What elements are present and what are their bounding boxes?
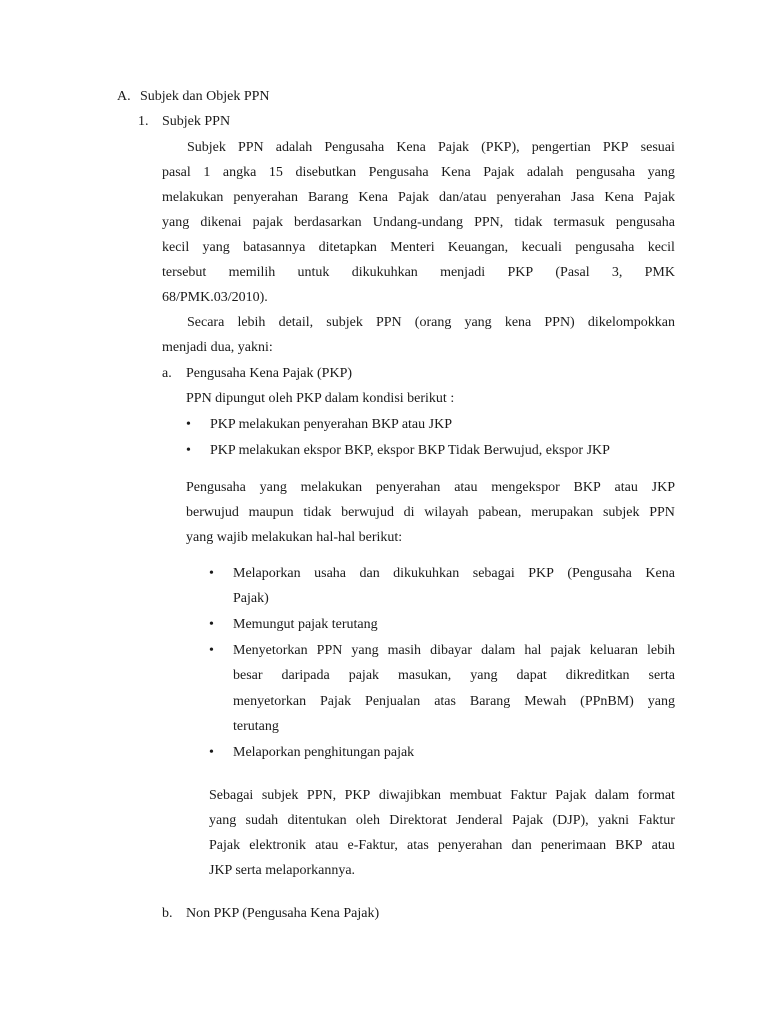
bullet-item: • Menyetorkan PPN yang masih dibayar dalam hal pajak keluaran lebih: [233, 642, 675, 660]
paragraph-line: yang wajib melakukan hal-hal berikut:: [186, 530, 403, 545]
paragraph-line: pasal 1 angka 15 disebutkan Pengusaha Kena Pajak adalah pengusaha yang: [162, 165, 675, 180]
paragraph-line: yang dikenai pajak berdasarkan Undang-undang PPN, tidak termasuk pengusaha: [162, 215, 675, 230]
paragraph-line: Pengusaha yang melakukan penyerahan atau mengekspor BKP atau JKP: [186, 480, 675, 495]
paragraph-line: Secara lebih detail, subjek PPN (orang yang kena PPN) dikelompokkan: [187, 315, 675, 330]
bullet-continuation: terutang: [233, 719, 279, 734]
bullet-item: • PKP melakukan penyerahan BKP atau JKP: [210, 416, 452, 434]
paragraph-line: 68/PMK.03/2010).: [162, 290, 268, 305]
section-marker: A.: [117, 89, 131, 104]
bullet-continuation: besar daripada pajak masukan, yang dapat dikreditkan serta: [233, 668, 675, 683]
item-heading: Subjek PPN: [162, 114, 231, 129]
item-marker: 1.: [138, 114, 149, 129]
paragraph-line: menjadi dua, yakni:: [162, 340, 273, 355]
paragraph-line: tersebut memilih untuk dikukuhkan menjadi PKP (Pasal 3, PMK: [162, 265, 675, 280]
subitem-heading: Pengusaha Kena Pajak (PKP): [186, 366, 353, 381]
bullet-continuation: menyetorkan Pajak Penjualan atas Barang Mewah (PPnBM) yang: [233, 694, 675, 709]
bullet-item: • Melaporkan penghitungan pajak: [233, 744, 414, 762]
paragraph-line: melakukan penyerahan Barang Kena Pajak dan/atau penyerahan Jasa Kena Pajak: [162, 190, 675, 205]
subitem-intro: PPN dipungut oleh PKP dalam kondisi berikut :: [186, 391, 455, 406]
paragraph-line: Subjek PPN adalah Pengusaha Kena Pajak (PKP), pengertian PKP sesuai: [187, 140, 675, 155]
subitem-heading: Non PKP (Pengusaha Kena Pajak): [186, 906, 380, 921]
subitem-marker: a.: [162, 366, 172, 381]
section-heading: Subjek dan Objek PPN: [140, 89, 270, 104]
paragraph-line: berwujud maupun tidak berwujud di wilayah pabean, merupakan subjek PPN: [186, 505, 675, 520]
subitem-marker: b.: [162, 906, 173, 921]
bullet-item: • PKP melakukan ekspor BKP, ekspor BKP Tidak Berwujud, ekspor JKP: [210, 442, 610, 460]
paragraph-line: kecil yang batasannya ditetapkan Menteri Keuangan, kecuali pengusaha kecil: [162, 240, 675, 255]
paragraph-line: yang sudah ditentukan oleh Direktorat Jenderal Pajak (DJP), yakni Faktur: [209, 813, 675, 828]
bullet-item: • Melaporkan usaha dan dikukuhkan sebagai PKP (Pengusaha Kena: [233, 565, 675, 583]
bullet-item: • Memungut pajak terutang: [233, 616, 378, 634]
paragraph-line: Pajak elektronik atau e-Faktur, atas penyerahan dan penerimaan BKP atau: [209, 838, 675, 853]
paragraph-line: JKP serta melaporkannya.: [209, 863, 356, 878]
bullet-continuation: Pajak): [233, 591, 269, 606]
paragraph-line: Sebagai subjek PPN, PKP diwajibkan membuat Faktur Pajak dalam format: [209, 788, 675, 803]
